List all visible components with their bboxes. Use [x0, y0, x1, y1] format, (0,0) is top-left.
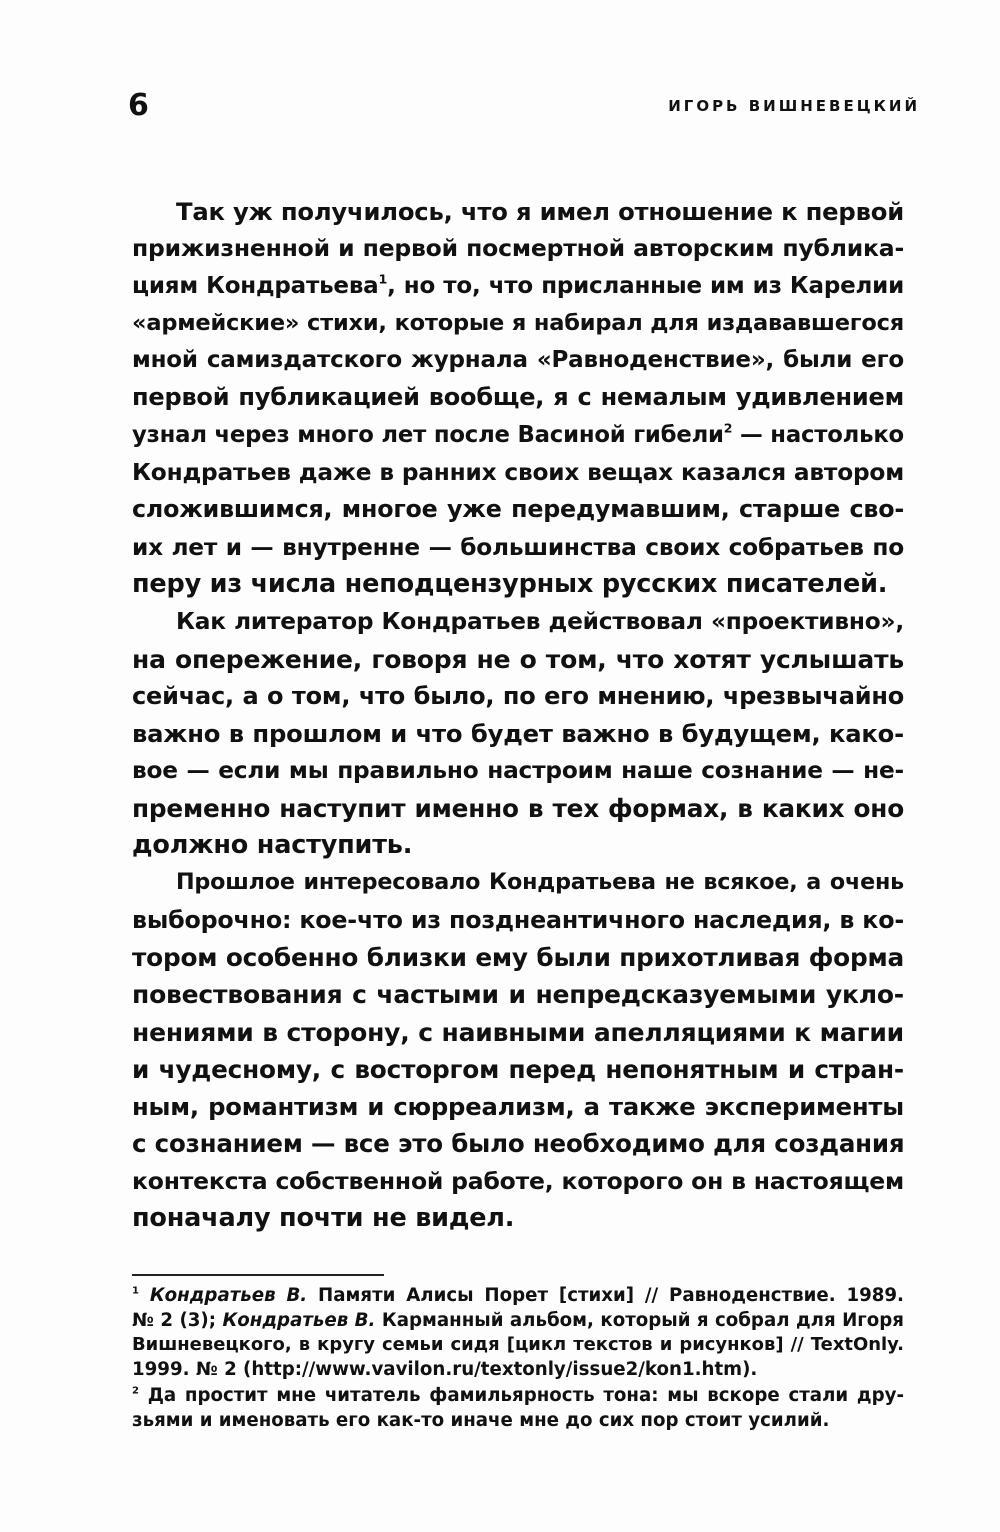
page-header [128, 86, 920, 126]
text-line: «армейские» стихи, которые я набирал для издававшегося [132, 309, 904, 336]
footnote-ref-1[interactable]: 1 [378, 271, 388, 287]
text-line: сейчас, а о том, что было, по его мнению, чрезвычайно [132, 681, 904, 710]
footnote-1-marker: 1 [132, 1285, 139, 1297]
text-line: должно наступить. [132, 830, 413, 861]
text-line: на опережение, говоря не о том, что хотят услышать [132, 644, 904, 674]
text-line: поначалу почти не видел. [132, 1203, 515, 1234]
footnote-author: Кондратьев В. [149, 1285, 308, 1306]
text-line: Прошлое интересовало Кондратьева не всякое, а очень [176, 869, 904, 896]
footnote-1-line: № 2 (3); Кондратьев В. Карманный альбом, который я собрал для Игоря [132, 1309, 904, 1331]
text-line: их лет и — внутренне — большинства своих собратьев по [132, 533, 904, 561]
footnote-2-marker: 2 [132, 1385, 139, 1397]
text-line: вое — если мы правильно настроим наше сознание — не- [132, 757, 904, 785]
text-line: пременно наступит именно в тех формах, в каких оно [132, 793, 904, 823]
text-line: Так уж получилось, что я имел отношение к первой [176, 197, 904, 226]
running-head: ИГОРЬ ВИШНЕВЕЦКИЙ [668, 97, 920, 115]
footnotes [132, 1284, 904, 1433]
text-line: нениями в сторону, с наивными апелляциями к магии [132, 1017, 904, 1047]
footnote-ref-2[interactable]: 2 [723, 420, 733, 436]
page-number: 6 [128, 88, 149, 123]
footnote-2-line: зьями и именовать его как-то иначе мне до сих пор стоит усилий. [132, 1409, 830, 1431]
text-line: узнал через много лет после Васиной гибели$^2$ — настолько [132, 420, 904, 448]
footnote-2-line: $^2$ Да простит мне читатель фамильярность тона: мы вскоре стали дру- [132, 1385, 904, 1406]
text-line: ным, романтизм и сюрреализм, а также эксперименты [132, 1092, 904, 1122]
text-line: прижизненной и первой посмертной авторским публика- [132, 234, 904, 263]
paragraph-1 [132, 193, 904, 603]
footnote-1-line: $^1$ Кондратьев В. Памяти Алисы Порет [стихи] // Равноденствие. 1989. [132, 1285, 904, 1306]
footnote-1-line: 1999. № 2 (http://www.vavilon.ru/textonly/issue2/kon1.htm). [132, 1358, 758, 1380]
footnote-author: Кондратьев В. [222, 1309, 376, 1331]
paragraph-3 [132, 864, 904, 1237]
text-line: повествования с частыми и непредсказуемыми укло- [132, 980, 904, 1010]
text-line: и чудесному, с восторгом перед непонятным и стран- [132, 1054, 904, 1084]
text-line: сложившимся, многое уже передумавшим, старше сво- [132, 495, 904, 524]
footnote-divider [132, 1274, 384, 1276]
text-line: с сознанием — все это было необходимо для создания [132, 1129, 905, 1159]
body-text [132, 193, 904, 1237]
text-line: мной самиздатского журнала «Равноденствие», были его [132, 347, 904, 374]
text-line: первой публикацией вообще, я с немалым удивлением [132, 383, 904, 412]
footnote-1-line: Вишневецкого, в кругу семьи сидя [цикл текстов и рисунков] // TextOnly. [132, 1334, 904, 1355]
text-line: выборочно: кое-что из позднеантичного наследия, в ко- [132, 905, 904, 934]
paragraph-2 [132, 603, 904, 864]
text-line: контекста собственной работе, которого он в настоящем [132, 1166, 904, 1195]
text-line: перу из числа неподцензурных русских писателей. [132, 568, 888, 599]
text-line: тором особенно близки ему были прихотливая форма [132, 942, 904, 972]
text-line: важно в прошлом и что будет важно в будущем, како- [132, 719, 904, 749]
text-line: Как литератор Кондратьев действовал «проективно», [176, 608, 904, 636]
text-line: циям Кондратьева$^1$, но то, что присланные им из Карелии [132, 271, 904, 299]
text-line: Кондратьев даже в ранних своих вещах казался автором [132, 459, 904, 487]
